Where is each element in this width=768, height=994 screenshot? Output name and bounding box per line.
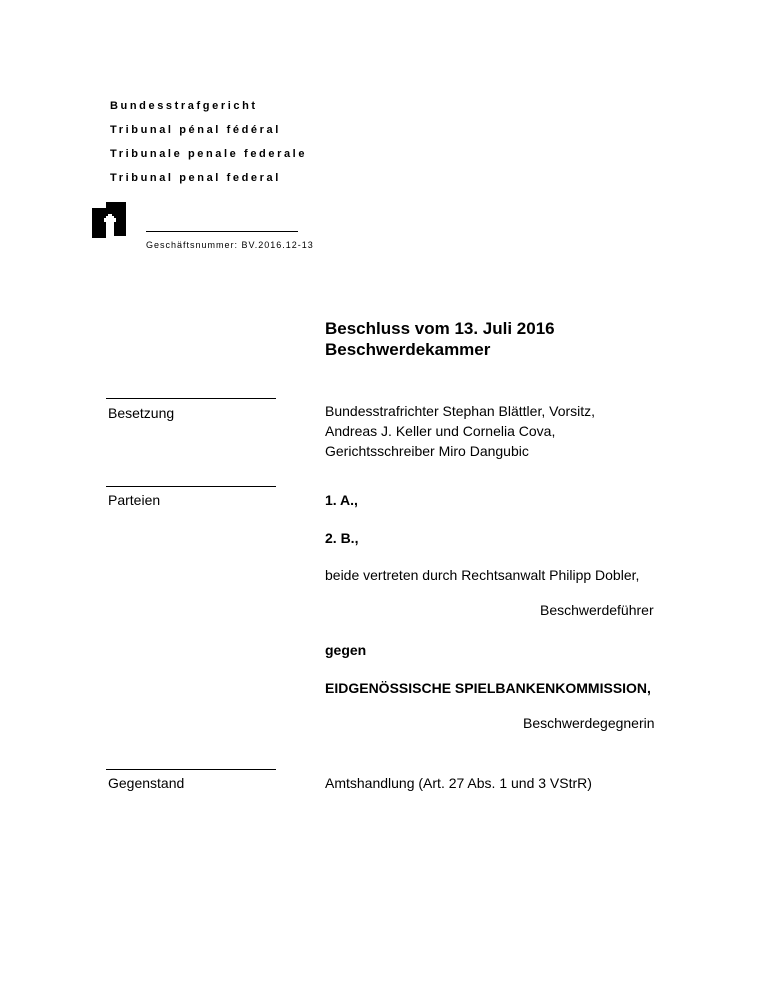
court-name-it: Tribunale penale federale [110, 148, 308, 160]
court-name-de: Bundesstrafgericht [110, 100, 258, 112]
appellant-role: Beschwerdeführer [540, 602, 654, 618]
besetzung-line: Gerichtsschreiber Miro Dangubic [325, 443, 529, 459]
besetzung-divider [106, 398, 276, 399]
gegenstand-label: Gegenstand [108, 775, 185, 791]
besetzung-line: Bundesstrafrichter Stephan Blättler, Vorsitz, [325, 403, 596, 419]
gegen-label: gegen [325, 642, 367, 658]
decision-title-line2: Beschwerdekammer [325, 340, 491, 359]
respondent-role: Beschwerdegegnerin [523, 715, 655, 731]
party-1: 1. A., [325, 492, 358, 508]
besetzung-members [325, 401, 595, 461]
court-name-fr: Tribunal pénal fédéral [110, 124, 281, 136]
case-number: Geschäftsnummer: BV.2016.12-13 [146, 240, 314, 250]
representation-text: beide vertreten durch Rechtsanwalt Philipp Dobler, [325, 567, 640, 583]
besetzung-label: Besetzung [108, 405, 175, 421]
court-name-rm: Tribunal penal federal [110, 172, 281, 184]
respondent-name: EIDGENÖSSISCHE SPIELBANKENKOMMISSION, [325, 680, 651, 696]
parteien-label: Parteien [108, 492, 161, 508]
parteien-divider [106, 486, 276, 487]
decision-title [325, 318, 555, 360]
party-2: 2. B., [325, 530, 359, 546]
gegenstand-text: Amtshandlung (Art. 27 Abs. 1 und 3 VStrR) [325, 775, 592, 791]
swiss-cross-logo-icon [90, 200, 130, 240]
header-divider [146, 231, 298, 232]
besetzung-line: Andreas J. Keller und Cornelia Cova, [325, 423, 556, 439]
decision-title-line1: Beschluss vom 13. Juli 2016 [325, 319, 555, 338]
gegenstand-divider [106, 769, 276, 770]
